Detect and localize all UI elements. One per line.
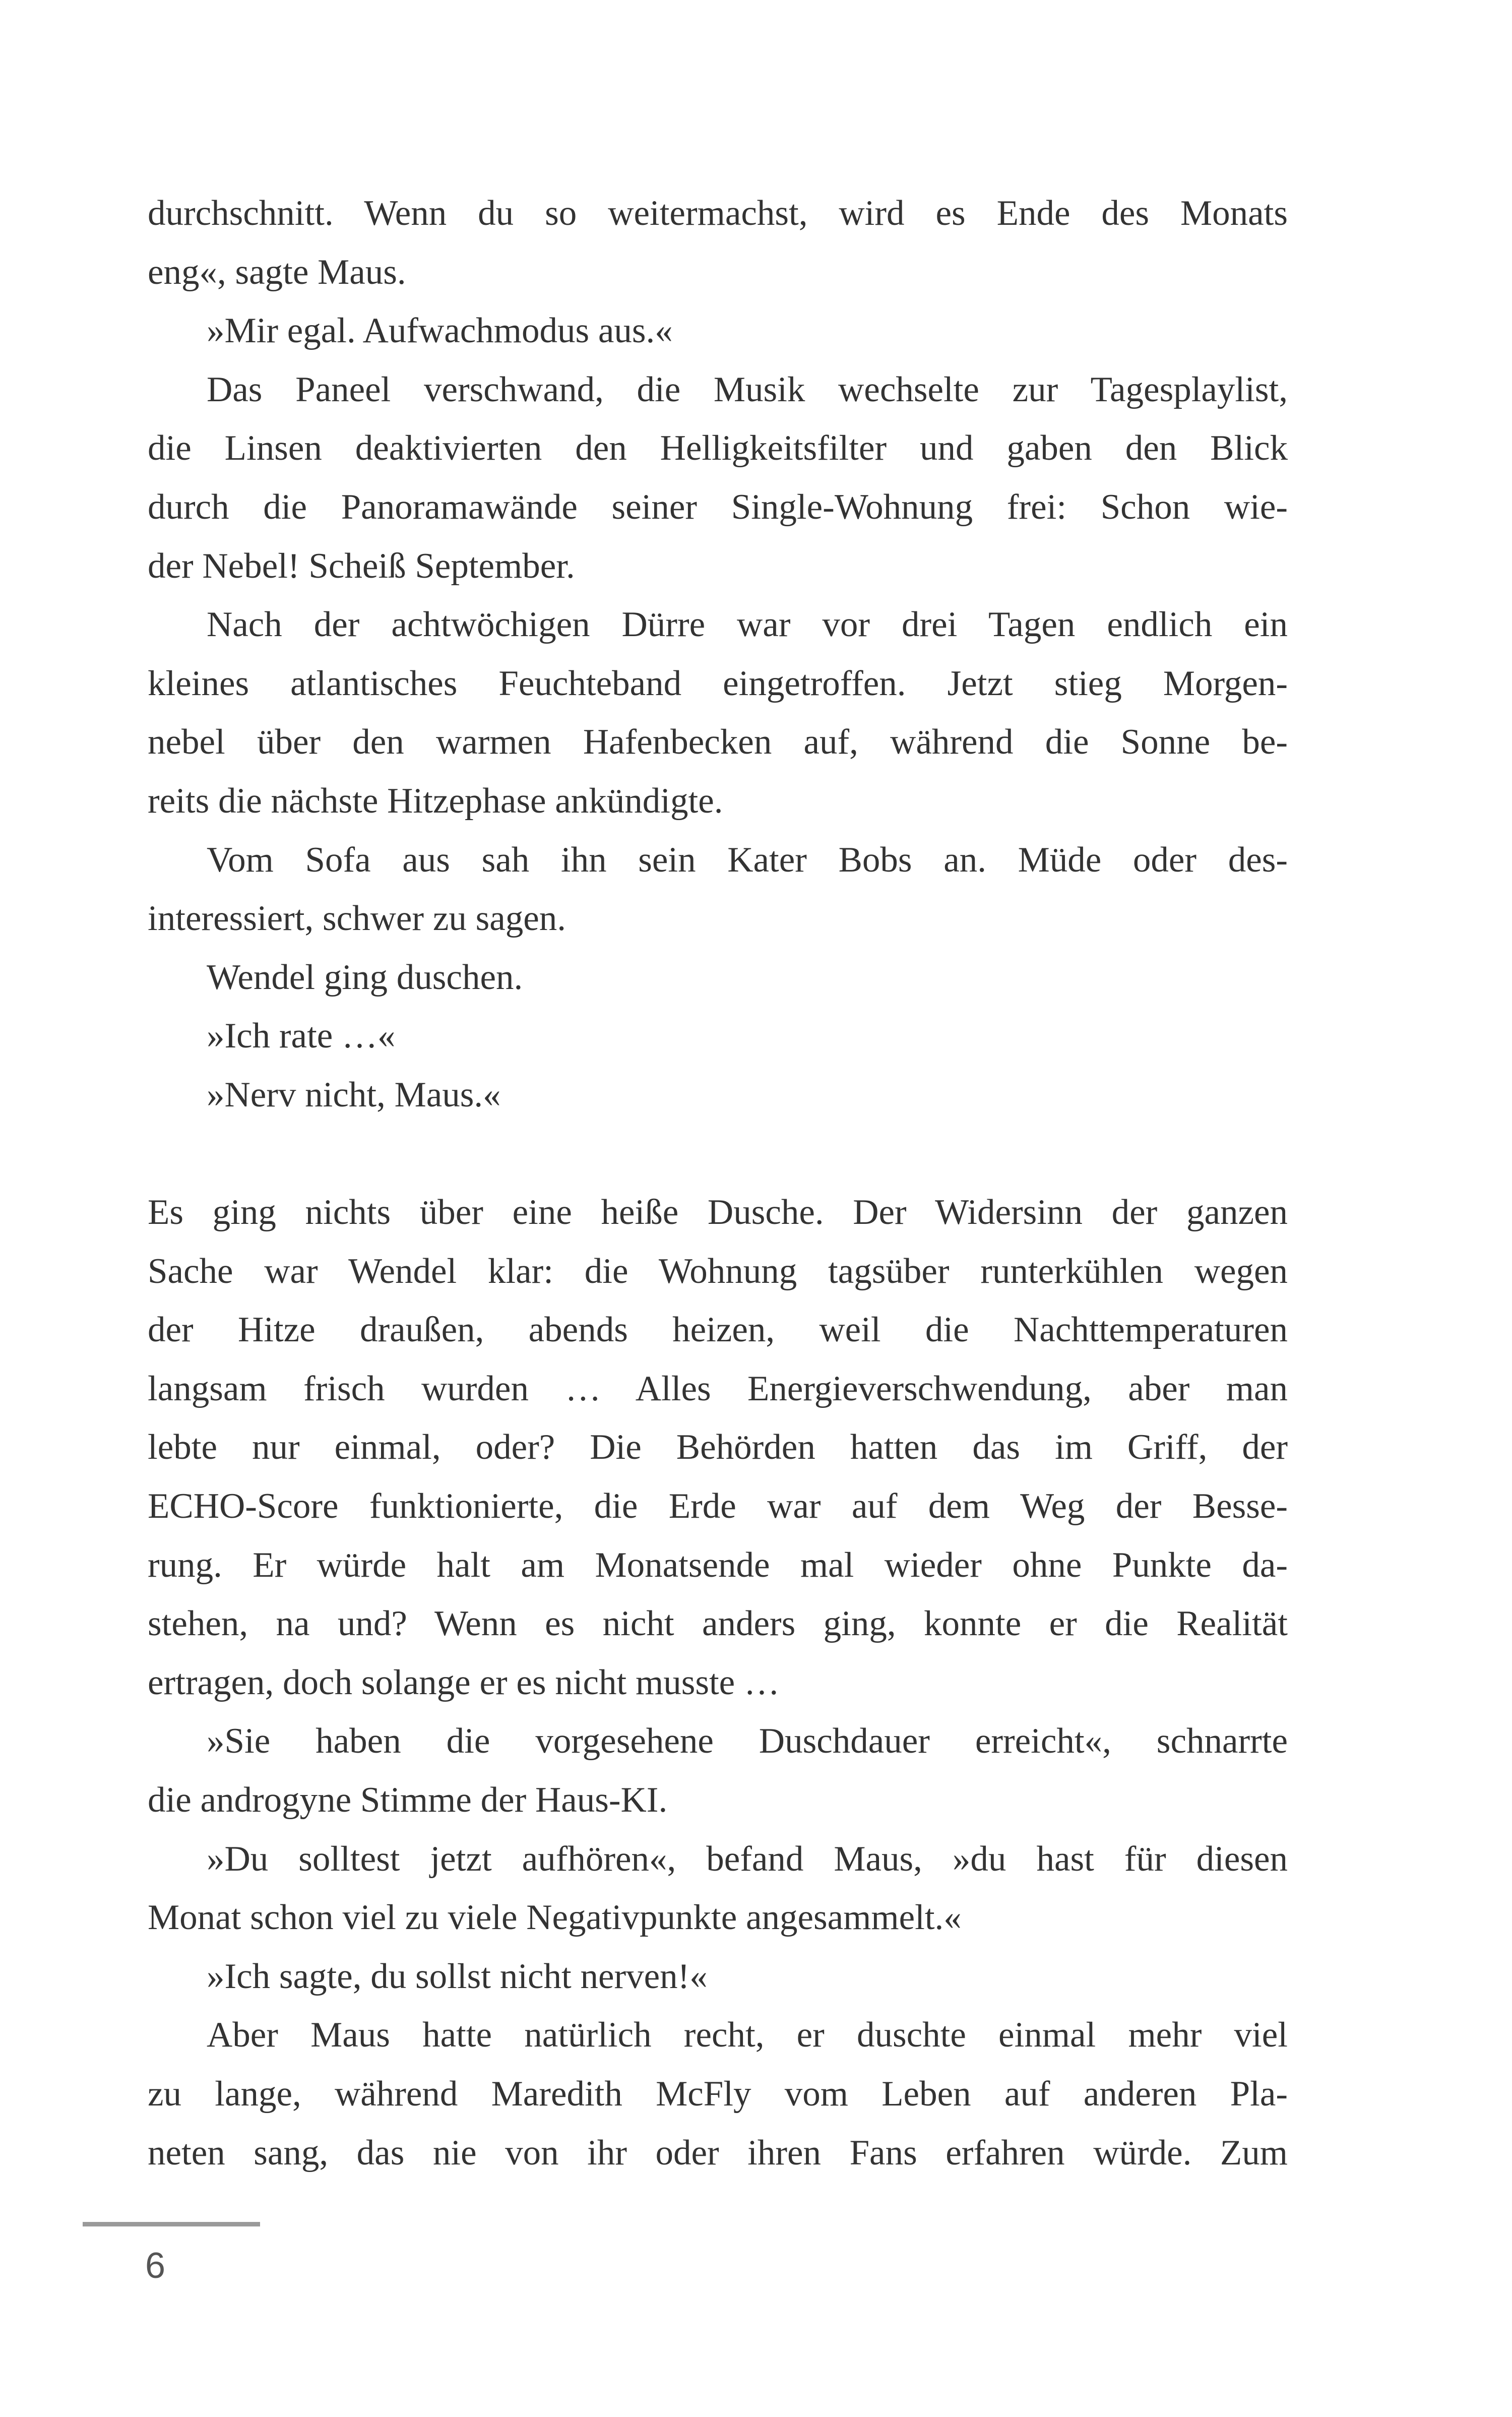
text-line: interessiert, schwer zu sagen. bbox=[148, 899, 566, 939]
text-line: »Ich sagte, du sollst nicht nerven!« bbox=[207, 1956, 708, 1996]
page-number: 6 bbox=[145, 2246, 166, 2286]
text-line: rung. Er würde halt am Monatsende mal wieder ohne Punkte da- bbox=[148, 1545, 1288, 1585]
text-line: Es ging nichts über eine heiße Dusche. Der Widersinn der ganzen bbox=[148, 1193, 1288, 1232]
text-line: der Hitze draußen, abends heizen, weil die Nachttemperaturen bbox=[148, 1310, 1288, 1350]
section-break bbox=[148, 1125, 1288, 1184]
text-line: Das Paneel verschwand, die Musik wechselte zur Tagesplaylist, bbox=[207, 369, 1288, 409]
text-line: »Du solltest jetzt aufhören«, befand Maus, »du hast für diesen bbox=[207, 1839, 1288, 1879]
text-line: reits die nächste Hitzephase ankündigte. bbox=[148, 781, 723, 821]
text-line: die androgyne Stimme der Haus-KI. bbox=[148, 1780, 668, 1820]
text-line: »Nerv nicht, Maus.« bbox=[207, 1075, 501, 1114]
book-page-text bbox=[148, 184, 1288, 2182]
text-line: kleines atlantisches Feuchteband eingetroffen. Jetzt stieg Morgen- bbox=[148, 663, 1288, 703]
text-line: durchschnitt. Wenn du so weitermachst, wird es Ende des Monats bbox=[148, 194, 1288, 233]
text-line: stehen, na und? Wenn es nicht anders ging, konnte er die Realität bbox=[148, 1604, 1288, 1644]
text-line: die Linsen deaktivierten den Helligkeitsfilter und gaben den Blick bbox=[148, 428, 1288, 468]
text-line: »Sie haben die vorgesehene Duschdauer erreicht«, schnarrte bbox=[207, 1721, 1288, 1761]
text-line: nebel über den warmen Hafenbecken auf, während die Sonne be- bbox=[148, 722, 1288, 762]
text-line: neten sang, das nie von ihr oder ihren Fans erfahren würde. Zum bbox=[148, 2133, 1288, 2173]
text-line: der Nebel! Scheiß September. bbox=[148, 546, 575, 586]
text-line: Aber Maus hatte natürlich recht, er duschte einmal mehr viel bbox=[207, 2015, 1288, 2055]
text-line: Sache war Wendel klar: die Wohnung tagsüber runterkühlen wegen bbox=[148, 1251, 1288, 1291]
text-line: ECHO-Score funktionierte, die Erde war auf dem Weg der Besse- bbox=[148, 1486, 1288, 1526]
text-line: langsam frisch wurden … Alles Energieverschwendung, aber man bbox=[148, 1369, 1288, 1408]
text-line: ertragen, doch solange er es nicht musste … bbox=[148, 1662, 780, 1702]
text-line: Nach der achtwöchigen Dürre war vor drei Tagen endlich ein bbox=[207, 605, 1288, 645]
text-line: »Mir egal. Aufwachmodus aus.« bbox=[207, 311, 673, 351]
text-line: Wendel ging duschen. bbox=[207, 957, 523, 997]
footer-rule bbox=[83, 2222, 260, 2226]
text-line: durch die Panoramawände seiner Single-Wohnung frei: Schon wie- bbox=[148, 487, 1288, 527]
text-line: lebte nur einmal, oder? Die Behörden hatten das im Griff, der bbox=[148, 1428, 1288, 1467]
text-line: zu lange, während Maredith McFly vom Leben auf anderen Pla- bbox=[148, 2074, 1288, 2114]
text-line: »Ich rate …« bbox=[207, 1016, 396, 1056]
text-line: Vom Sofa aus sah ihn sein Kater Bobs an. Müde oder des- bbox=[207, 840, 1288, 880]
text-line: eng«, sagte Maus. bbox=[148, 252, 406, 292]
text-line: Monat schon viel zu viele Negativpunkte angesammelt.« bbox=[148, 1898, 962, 1938]
